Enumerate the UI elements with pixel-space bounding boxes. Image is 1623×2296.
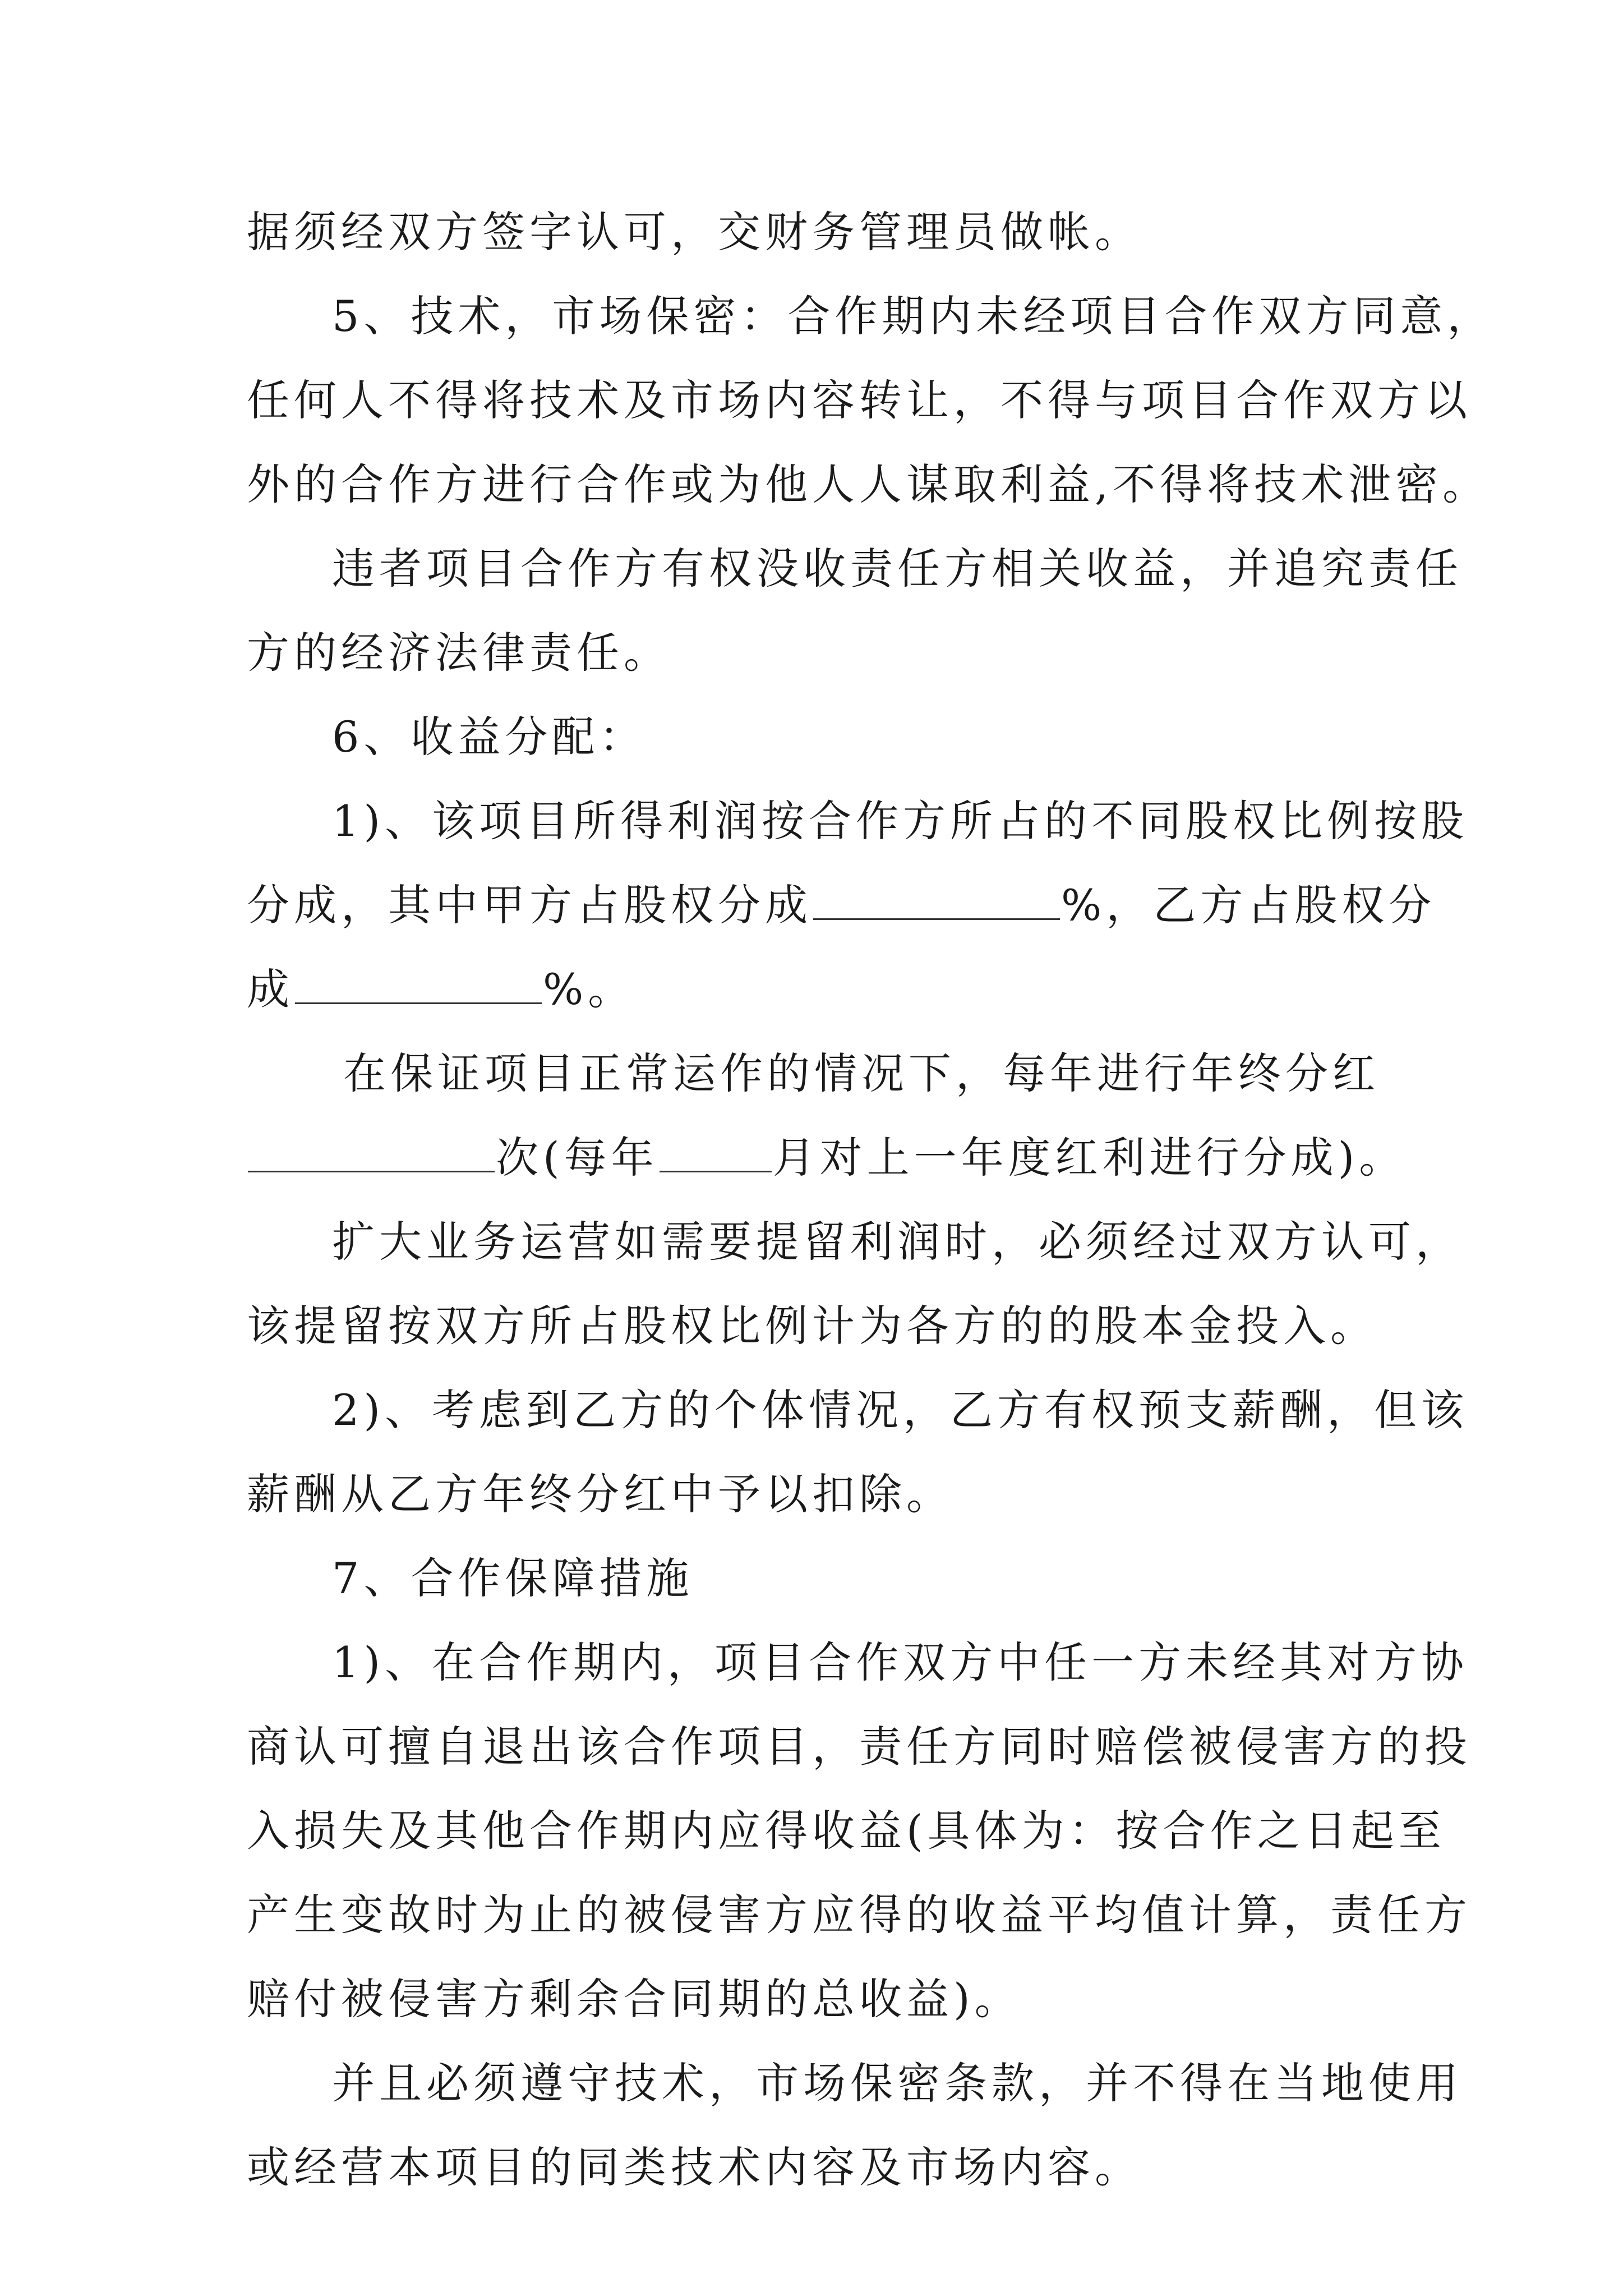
text-line: 次(每年 月对上一年度红利进行分成)。: [247, 1124, 1391, 1191]
text-line: 1)、在合作期内，项目合作双方中任一方未经其对方协: [332, 1637, 1469, 1687]
fill-in-blank: [660, 1131, 772, 1172]
text-line: 成 %。: [247, 964, 635, 1014]
text-line: 5、技术，市场保密：合作期内未经项目合作双方同意，: [332, 291, 1495, 341]
text-line: 分成，其中甲方占股权分成 %，乙方占股权分: [247, 880, 1436, 930]
text-line: 入损失及其他合作期内应得收益(具体为：按合作之日起至: [247, 1806, 1446, 1856]
text-line: 该提留按双方所占股权比例计为各方的的股本金投入。: [247, 1301, 1377, 1351]
text-line: 或经营本项目的同类技术内容及市场内容。: [247, 2142, 1142, 2192]
text-line: 任何人不得将技术及市场内容转让，不得与项目合作双方以: [247, 375, 1472, 425]
text-line: 7、合作保障措施: [332, 1553, 694, 1603]
text-line: 据须经双方签字认可，交财务管理员做帐。: [247, 207, 1142, 257]
text-line: 外的合作方进行合作或为他人人谋取利益,不得将技术泄密。: [247, 459, 1490, 509]
text-line: 赔付被侵害方剩余合同期的总收益)。: [247, 1974, 1022, 2024]
fill-in-blank: [295, 963, 542, 1004]
text-line: 2)、考虑到乙方的个体情况，乙方有权预支薪酬，但该: [332, 1385, 1469, 1435]
text-line: 在保证项目正常运作的情况下，每年进行年终分红: [343, 1048, 1380, 1098]
text-line: 方的经济法律责任。: [247, 628, 671, 678]
fill-in-blank: [248, 1131, 495, 1172]
text-line: 1)、该项目所得利润按合作方所占的不同股权比例按股: [332, 796, 1469, 846]
text-line: 扩大业务运营如需要提留利润时，必须经过双方认可，: [332, 1217, 1463, 1267]
text-line: 薪酬从乙方年终分红中予以扣除。: [247, 1469, 953, 1519]
text-line: 6、收益分配：: [332, 712, 647, 762]
text-line: 商认可擅自退出该合作项目，责任方同时赔偿被侵害方的投: [247, 1722, 1472, 1772]
text-line: 产生变故时为止的被侵害方应得的收益平均值计算，责任方: [247, 1890, 1472, 1940]
fill-in-blank: [813, 879, 1060, 920]
text-line: 违者项目合作方有权没收责任方相关收益，并追究责任: [332, 544, 1463, 593]
text-line: 并且必须遵守技术，市场保密条款，并不得在当地使用: [332, 2058, 1463, 2108]
